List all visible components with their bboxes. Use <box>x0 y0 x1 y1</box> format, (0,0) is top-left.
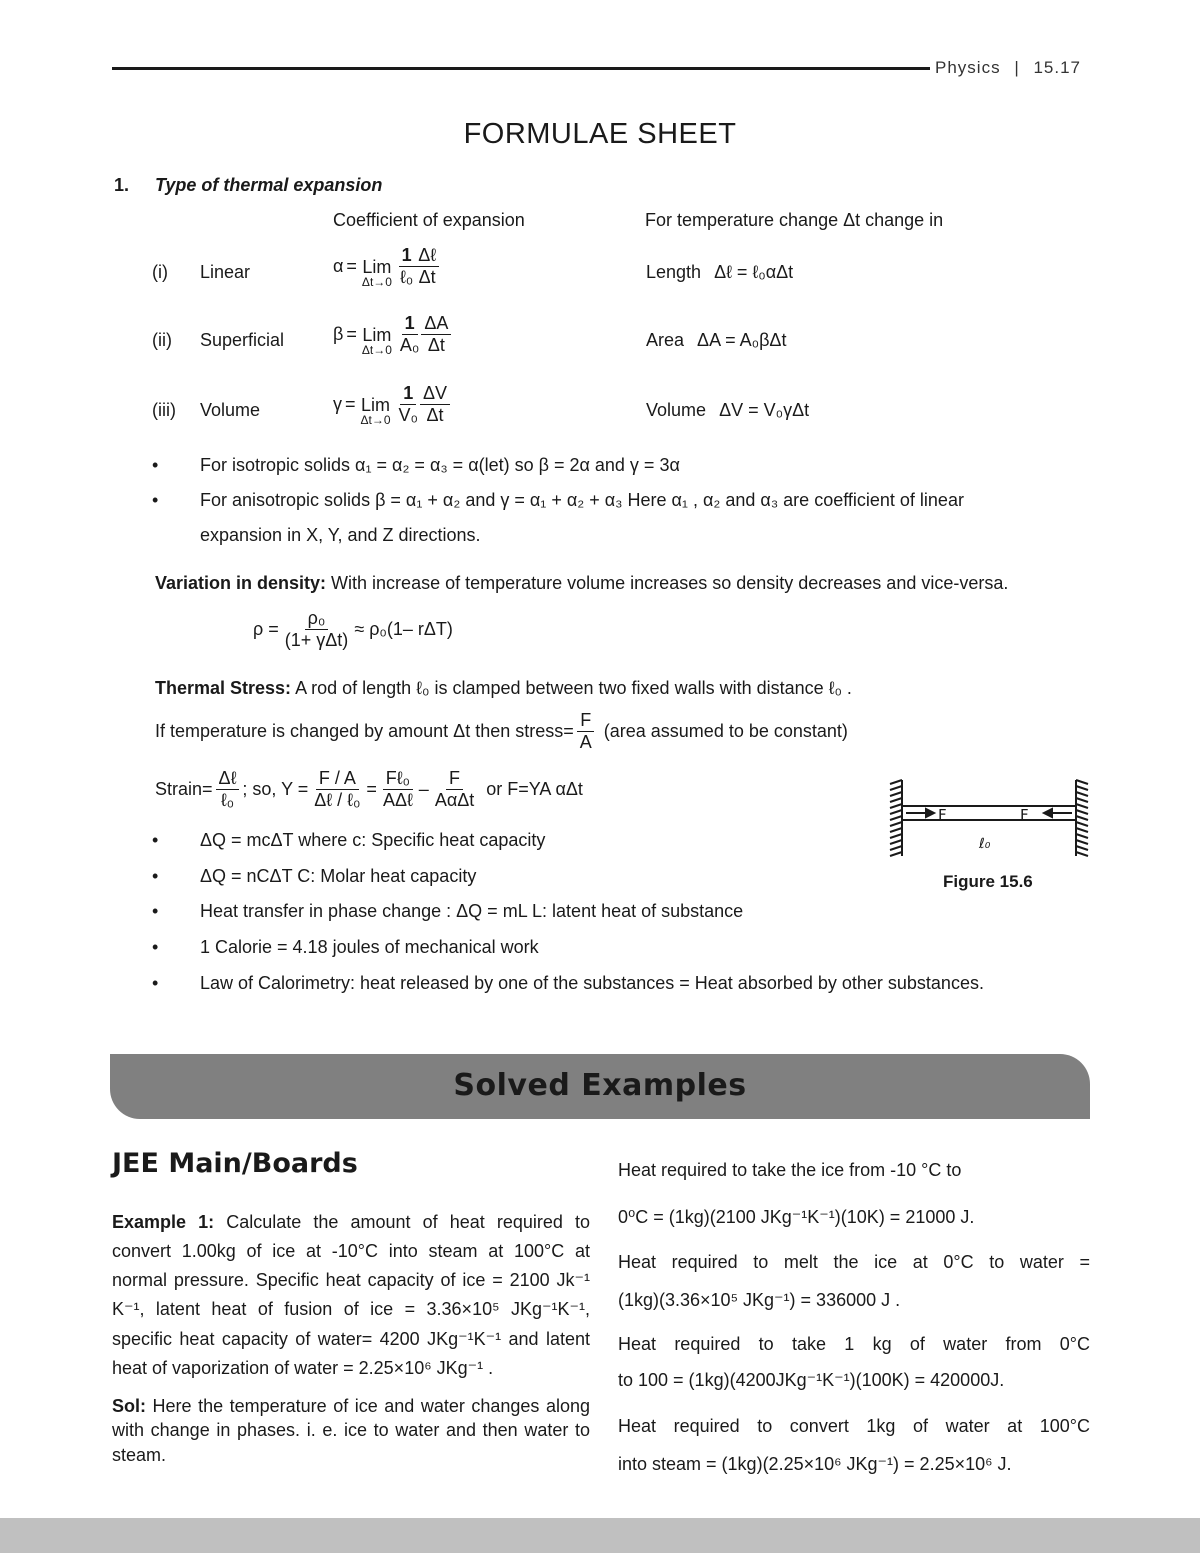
example-1 <box>112 1208 590 1383</box>
strain-numerator: Δℓ <box>216 768 240 790</box>
density-rhs: ≈ ρ₀(1– rΔT) <box>354 618 453 639</box>
solved-examples-title: Solved Examples <box>453 1068 747 1103</box>
bullet-dot: • <box>152 973 159 993</box>
stress-formula <box>155 710 848 752</box>
example-1-text: Calculate the amount of heat required to convert 1.00kg of ice at -10°C into steam at 100°C at normal pressure. Specific heat capacity of ice = 2100 Jk⁻¹ K⁻¹, latent heat of fusion of ice = 3.36×10⁵ JKg⁻¹K⁻¹, specific heat capacity of water= 4200 JKg⁻¹K⁻¹ and latent heat of vaporization of water = 2.25×10⁶ JKg⁻¹ . <box>112 1212 590 1378</box>
row-symbol: β <box>333 324 344 345</box>
header-rule <box>112 67 930 70</box>
strain-formula: Strain= $\frac{\text{Δℓ}}{\text{ℓ₀}}$ ; so, Y = $\frac{F / A}{\text{Δℓ / ℓ₀}}$ = $\frac{\text{Fℓ₀}}{\text{AΔℓ}}$ – $\frac{F}{\text{AαΔt}}$ or F=YA αΔt <box>155 768 583 810</box>
force-label-left: F <box>938 806 947 824</box>
density-text: With increase of temperature volume increases so density decreases and vice-versa. <box>326 573 1009 593</box>
solution-step-line: Heat required to take 1 kg of water from 0°C <box>618 1334 1090 1354</box>
row-fraction-2: $\frac{\Delta V}{\Delta t}$ <box>420 383 450 425</box>
density-numerator: ρ₀ <box>305 608 329 630</box>
row-change-equation: ΔV = V₀γΔt <box>719 400 810 420</box>
heat-bullet-item: ΔQ = mcΔT where c: Specific heat capacity <box>200 830 546 850</box>
strain-pre: Strain= <box>155 778 213 799</box>
header-subject: Physics <box>935 58 1001 77</box>
row-equals: = <box>345 394 356 415</box>
row-change-label: Length <box>646 262 702 282</box>
right-wall <box>1076 780 1088 856</box>
limit-operator: Lim Δt→0 <box>360 395 391 427</box>
limit-operator: Lim Δt→0 <box>361 325 392 357</box>
solution-step-line: 0⁰C = (1kg)(2100 JKg⁻¹K⁻¹)(10K) = 21000 J. <box>618 1207 975 1227</box>
young-fraction-3 <box>432 768 477 810</box>
example-1-label: Example 1: <box>112 1212 215 1232</box>
row-fraction-2: $\frac{\Delta A}{\Delta t}$ <box>421 313 451 355</box>
density-paragraph <box>155 573 1008 594</box>
bullet-isotropic: For isotropic solids α₁ = α₂ = α₃ = α(let) so β = 2α and γ = 3α <box>200 455 680 475</box>
row-change-label: Volume <box>646 400 707 420</box>
solution-1 <box>112 1394 590 1467</box>
density-denominator: (1+ γΔt) <box>284 629 349 650</box>
young-3-denominator: AαΔt <box>434 789 475 810</box>
young-1-denominator: Δℓ / ℓ₀ <box>314 789 361 810</box>
row-name: Superficial <box>200 330 285 350</box>
young-2-numerator: Fℓ₀ <box>383 768 413 790</box>
left-wall <box>890 780 902 856</box>
force-arrows <box>906 809 1072 817</box>
stress-paragraph <box>155 678 852 699</box>
young-fraction-2 <box>380 768 416 810</box>
row-symbol: γ <box>333 394 342 415</box>
bullet-anisotropic-line1: For anisotropic solids β = α₁ + α₂ and γ = α₁ + α₂ + α₃ Here α₁ , α₂ and α₃ are coefficient of linear <box>200 490 964 510</box>
rod-between-walls-diagram <box>886 776 1096 862</box>
page-header <box>935 58 1081 78</box>
row-formula <box>333 382 453 427</box>
length-label: ℓ₀ <box>979 836 991 852</box>
solution-step-line: into steam = (1kg)(2.25×10⁶ JKg⁻¹) = 2.25×10⁶ J. <box>618 1454 1012 1474</box>
column-header-coefficient: Coefficient of expansion <box>333 210 525 230</box>
solution-step-line: Heat required to take the ice from -10 °C to <box>618 1160 962 1180</box>
row-change-equation: ΔA = A₀βΔt <box>697 330 787 350</box>
row-fraction-1: $\frac{1}{\text{V₀}}$ <box>398 383 419 426</box>
strain-mid: ; so, Y = <box>242 778 309 799</box>
stress-text: A rod of length ℓ₀ is clamped between two fixed walls with distance ℓ₀ . <box>291 678 852 698</box>
row-equals: = <box>346 324 357 345</box>
bullet-dot: • <box>152 830 159 850</box>
solution-label: Sol: <box>112 1396 146 1416</box>
solution-step-line: (1kg)(3.36×10⁵ JKg⁻¹) = 336000 J . <box>618 1290 901 1310</box>
density-formula <box>253 608 453 650</box>
density-fraction <box>282 608 352 650</box>
page-title: FORMULAE SHEET <box>463 118 737 150</box>
row-formula <box>333 244 442 289</box>
strain-denominator: ℓ₀ <box>220 789 235 810</box>
heat-bullet-item: 1 Calorie = 4.18 joules of mechanical work <box>200 937 539 957</box>
row-index: (ii) <box>152 330 172 350</box>
force-label-right: F <box>1020 806 1029 824</box>
row-change <box>646 400 809 421</box>
stress-fraction <box>577 710 595 752</box>
row-change <box>646 262 793 283</box>
solution-step-line: to 100 = (1kg)(4200JKg⁻¹K⁻¹)(100K) = 420000J. <box>618 1370 1005 1390</box>
heat-bullet-item: Heat transfer in phase change : ΔQ = mL L: latent heat of substance <box>200 901 744 921</box>
header-separator: | <box>1014 58 1020 77</box>
bullet-dot: • <box>152 490 159 510</box>
page-footer-bar <box>0 1518 1200 1553</box>
bullet-anisotropic-line2: expansion in X, Y, and Z directions. <box>200 525 481 545</box>
solution-step-line: Heat required to convert 1kg of water at 100°C <box>618 1416 1090 1436</box>
bullet-dot: • <box>152 866 159 886</box>
row-change-label: Area <box>646 330 685 350</box>
density-lhs: ρ = <box>253 618 279 639</box>
stress-denominator: A <box>579 731 592 752</box>
stress-line2-post: (area assumed to be constant) <box>603 720 848 741</box>
limit-operator: Lim Δt→0 <box>361 257 392 289</box>
row-fraction-1: $\frac{1}{\text{ℓ₀}}$ <box>399 245 414 288</box>
young-fraction-1 <box>311 768 363 810</box>
strain-post: or F=YA αΔt <box>486 778 583 799</box>
solution-step-line: Heat required to melt the ice at 0°C to water = <box>618 1252 1090 1272</box>
column-header-change: For temperature change Δt change in <box>645 210 944 230</box>
strain-fraction <box>216 768 240 810</box>
row-name: Volume <box>200 400 261 420</box>
bullet-dot: • <box>152 455 159 475</box>
section-heading: Type of thermal expansion <box>155 175 383 195</box>
row-fraction-2: $\frac{\text{Δℓ}}{\Delta t}$ <box>415 245 439 287</box>
row-index: (iii) <box>152 400 176 420</box>
young-3-numerator: F <box>446 768 463 790</box>
bullet-dot: • <box>152 901 159 921</box>
heat-bullet-item: ΔQ = nCΔT C: Molar heat capacity <box>200 866 477 886</box>
row-index: (i) <box>152 262 168 282</box>
solution-text: Here the temperature of ice and water changes along with change in phases. i. e. ice to water and then water to steam. <box>112 1396 590 1465</box>
row-name: Linear <box>200 262 251 282</box>
section-number: 1. <box>114 175 130 195</box>
header-page-number: 15.17 <box>1033 58 1082 77</box>
jee-heading: JEE Main/Boards <box>112 1148 358 1179</box>
stress-line2-pre: If temperature is changed by amount Δt then stress= <box>155 720 574 741</box>
row-fraction-1: $\frac{1}{\text{A₀}}$ <box>399 313 420 356</box>
stress-label: Thermal Stress: <box>155 678 292 698</box>
row-equals: = <box>346 256 357 277</box>
density-label: Variation in density: <box>155 573 327 593</box>
young-2-denominator: AΔℓ <box>382 789 413 810</box>
row-formula <box>333 312 454 357</box>
heat-bullet-item: Law of Calorimetry: heat released by one of the substances = Heat absorbed by other substances. <box>200 973 984 993</box>
bullet-dot: • <box>152 937 159 957</box>
stress-numerator: F <box>577 710 594 732</box>
figure-caption: Figure 15.6 <box>943 872 1033 891</box>
row-symbol: α <box>333 256 344 277</box>
row-change <box>646 330 786 351</box>
row-change-equation: Δℓ = ℓ₀αΔt <box>714 262 794 282</box>
young-1-numerator: F / A <box>316 768 359 790</box>
